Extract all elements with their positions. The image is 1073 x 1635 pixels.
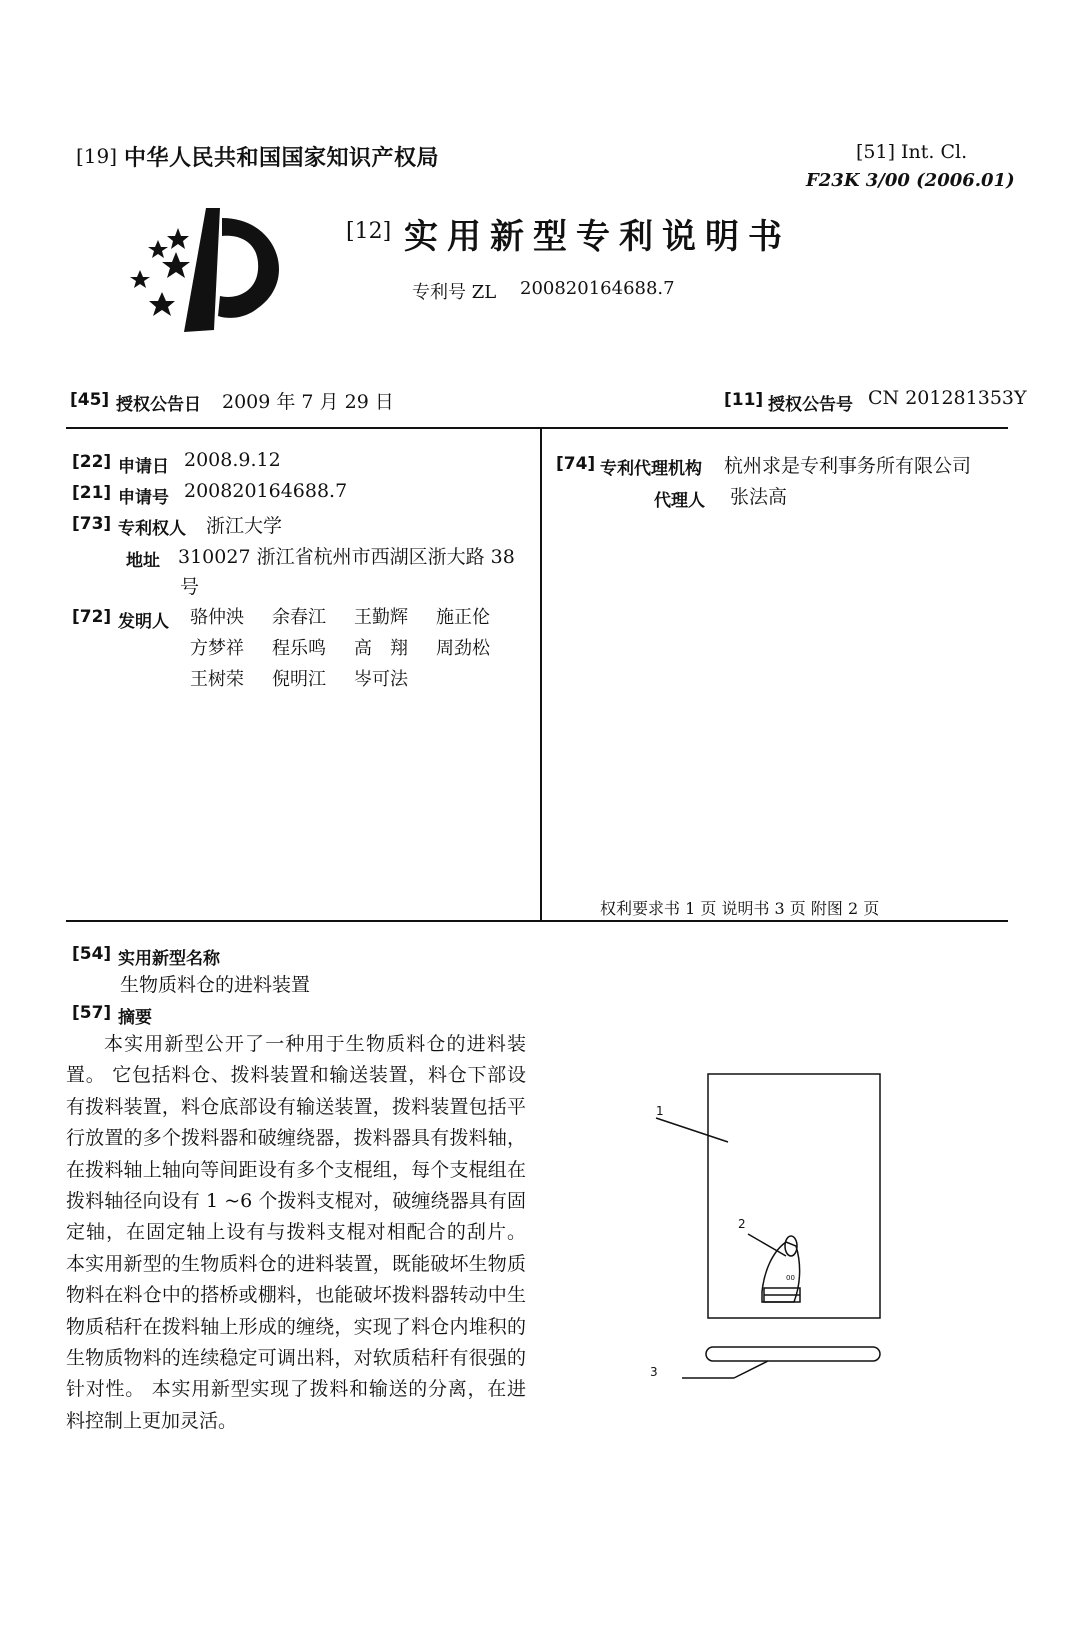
divider-column	[540, 427, 542, 921]
patent-no: 200820164688.7	[520, 278, 675, 299]
app-no: 200820164688.7	[184, 480, 348, 502]
pub-date: 2009 年 7 月 29 日	[222, 391, 394, 413]
inventor: 王树荣	[190, 669, 244, 690]
pub-date-label: 授权公告日	[116, 395, 201, 415]
ipc-class: F23K 3/00 (2006.01)	[806, 170, 1015, 191]
int-cl: [51] Int. Cl.	[856, 141, 968, 163]
agent-label: 代理人	[654, 491, 705, 511]
inventor-label: 发明人	[118, 612, 169, 632]
inventor: 岑可法	[354, 669, 408, 690]
code-45: [45]	[70, 390, 110, 410]
code-72: [72]	[72, 607, 112, 627]
inventor: 周劲松	[436, 638, 490, 659]
abstract-text: 本实用新型公开了一种用于生物质料仓的进料装置。 它包括料仓、拨料装置和输送装置，料仓下部设有拨料装置，料仓底部设有输送装置，拨料装置包括平行放置的多个拨料器和破缠绕器，拨料器具有拨料轴，在拨料轴上轴向等间距设有多个支棍组，每个支棍组在拨料轴径向设有 1 ~6 个拨料支棍对，破缠绕器具有固定轴，在固定轴上设有与拨料支棍对相配合的刮片。 本实用新型的生物质料仓的进料装置，既能破坏生物质物料在料仓中的搭桥或棚料，也能破坏拨料器转动中生物质秸秆在拨料轴上形成的缠绕，实现了料仓内堆积的生物质物料的连续稳定可调出料，对软质秸秆有很强的针对性。 本实用新型实现了拨料和输送的分离，在进料控制上更加灵活。	[66, 1033, 526, 1432]
code-21: [21]	[72, 483, 112, 503]
inventor: 施正伦	[436, 607, 490, 628]
app-date: 2008.9.12	[184, 449, 281, 471]
code-19: [19]	[76, 144, 118, 168]
owner: 浙江大学	[206, 515, 283, 537]
code-57: [57]	[72, 1003, 112, 1023]
app-no-label: 申请号	[118, 488, 169, 508]
code-73: [73]	[72, 514, 112, 534]
app-date-label: 申请日	[118, 457, 169, 477]
owner-label: 专利权人	[118, 519, 186, 539]
office-name: 中华人民共和国国家知识产权局	[124, 146, 440, 171]
inventor: 余春江	[272, 607, 326, 628]
patent-no-label: 专利号 ZL	[412, 282, 497, 303]
pub-no: CN 201281353Y	[868, 387, 1027, 409]
agency-label: 专利代理机构	[600, 459, 702, 479]
agent: 张法高	[730, 486, 788, 508]
pub-no-label: 授权公告号	[768, 395, 853, 415]
agency: 杭州求是专利事务所有限公司	[724, 455, 972, 477]
code-22: [22]	[72, 452, 112, 472]
cnipa-emblem-logo	[118, 200, 298, 340]
address-label: 地址	[126, 551, 160, 571]
divider-bottom	[66, 920, 1008, 922]
inventor: 倪明江	[272, 669, 326, 690]
code-12: [12]	[346, 219, 392, 244]
feeder-drawing	[636, 1066, 896, 1396]
figure-label-3: 3	[650, 1365, 658, 1379]
inventor-row	[190, 665, 436, 691]
inventor-row	[190, 603, 518, 629]
address-line1: 310027 浙江省杭州市西湖区浙大路 38	[178, 546, 515, 568]
inventor-row	[190, 634, 518, 660]
code-74: [74]	[556, 454, 596, 474]
address-line2: 号	[180, 576, 200, 598]
inventor: 骆仲泱	[190, 607, 244, 628]
title-label: 实用新型名称	[118, 949, 220, 969]
inventor: 方梦祥	[190, 638, 244, 659]
abstract-label: 摘要	[118, 1008, 152, 1028]
code-11: [11]	[724, 390, 764, 410]
code-54: [54]	[72, 944, 112, 964]
inventor: 程乐鸣	[272, 638, 326, 659]
page-count: 权利要求书 1 页 说明书 3 页 附图 2 页	[600, 899, 880, 918]
inventor: 高 翔	[354, 638, 408, 659]
doc-type-title: 实用新型专利说明书	[404, 217, 791, 257]
figure-label-1: 1	[656, 1104, 664, 1118]
divider-top	[66, 427, 1008, 429]
utility-model-title: 生物质料仓的进料装置	[120, 974, 311, 996]
figure-label-2: 2	[738, 1217, 746, 1231]
inventor: 王勤辉	[354, 607, 408, 628]
figure-part-mark: 00	[786, 1274, 795, 1282]
